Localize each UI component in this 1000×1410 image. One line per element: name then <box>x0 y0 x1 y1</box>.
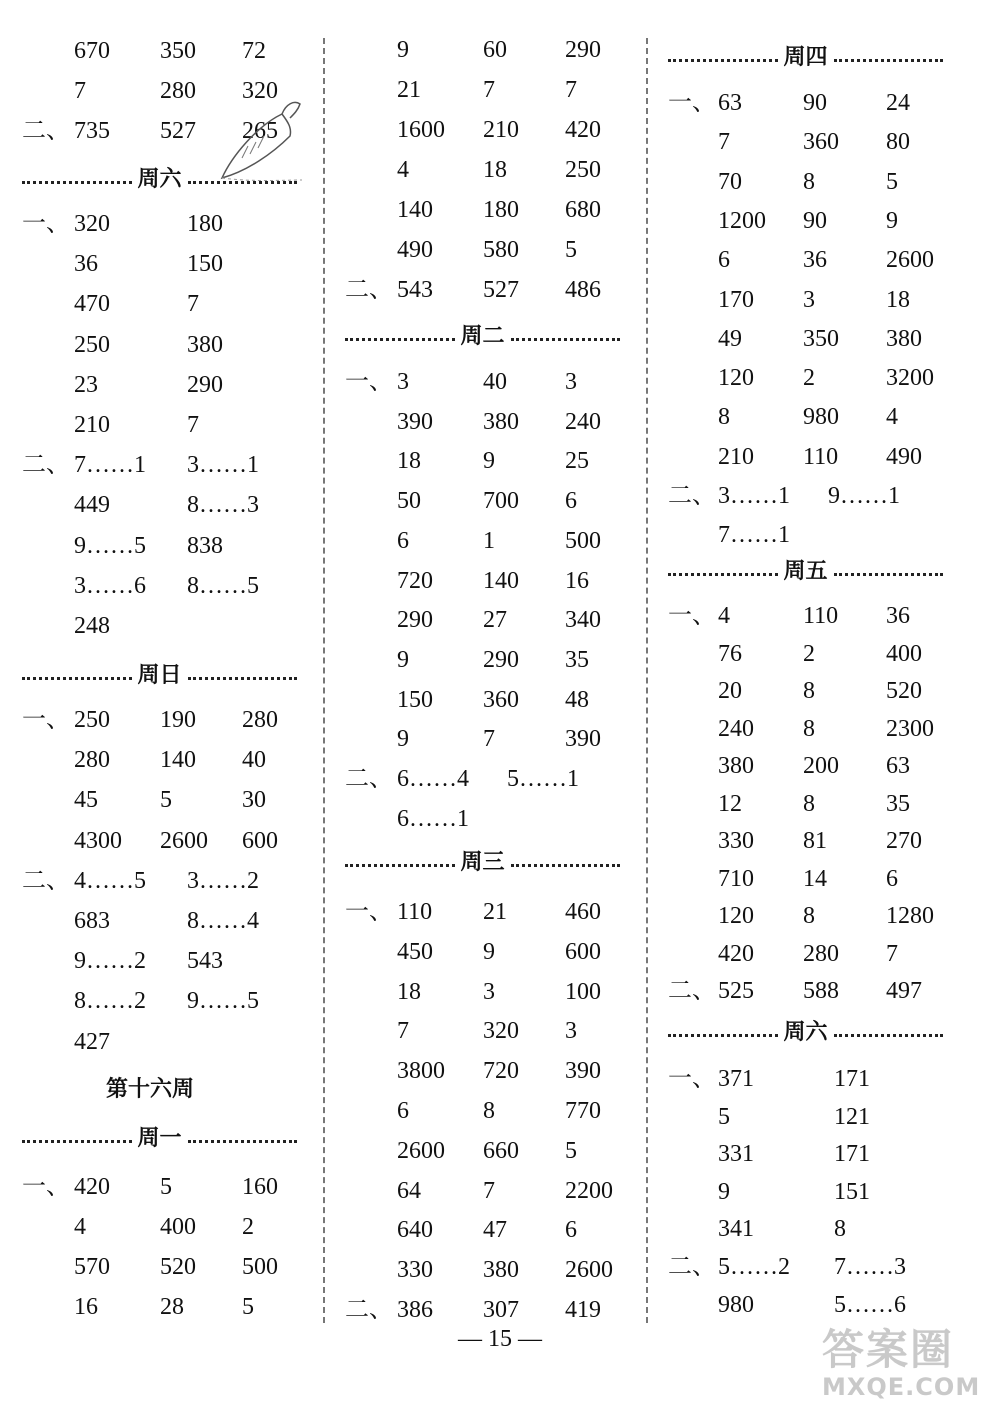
answer-value: 81 <box>803 828 827 854</box>
answer-value: 120 <box>718 903 754 929</box>
column-divider <box>646 38 648 1323</box>
answer-value: 250 <box>565 157 601 183</box>
answer-value: 330 <box>718 828 754 854</box>
answer-value: 8 <box>483 1098 495 1124</box>
answer-value: 21 <box>483 899 507 925</box>
answer-value: 400 <box>886 640 922 667</box>
answer-value: 18 <box>397 448 421 475</box>
answer-value: 700 <box>483 488 519 515</box>
answer-value: 76 <box>718 640 742 667</box>
answer-value: 7……1 <box>718 522 790 549</box>
answer-value: 63 <box>718 90 742 116</box>
answer-value: 527 <box>160 118 196 144</box>
day-section-header <box>668 557 978 587</box>
answer-value: 500 <box>565 527 601 554</box>
answer-value: 36 <box>74 251 98 278</box>
answer-value: 331 <box>718 1141 754 1168</box>
answer-value: 520 <box>160 1254 196 1280</box>
answer-value: 3 <box>483 978 495 1005</box>
answer-value: 3200 <box>886 365 934 392</box>
answer-value: 3……6 <box>74 572 146 599</box>
day-section-header <box>668 43 978 73</box>
answer-value: 47 <box>483 1217 507 1244</box>
answer-value: 520 <box>886 678 922 704</box>
answer-value: 48 <box>565 686 589 713</box>
answer-value: 210 <box>483 117 519 143</box>
answer-value: 290 <box>397 607 433 634</box>
answer-value: 40 <box>483 369 507 395</box>
answer-value: 280 <box>74 747 110 774</box>
answer-value: 7……3 <box>834 1254 906 1280</box>
question-label: 二、 <box>668 483 716 509</box>
answer-value: 3 <box>397 369 409 395</box>
question-label: 二、 <box>668 978 716 1004</box>
answer-value: 9 <box>397 37 409 63</box>
watermark-logo <box>822 1317 980 1401</box>
answer-value: 16 <box>74 1294 98 1320</box>
answer-value: 6 <box>565 488 577 515</box>
question-label: 一、 <box>345 369 393 395</box>
answer-value: 330 <box>397 1257 433 1284</box>
answer-value: 9……5 <box>187 988 259 1015</box>
answer-value: 720 <box>397 567 433 594</box>
answer-value: 250 <box>74 331 110 358</box>
answer-value: 180 <box>483 197 519 223</box>
answer-value: 307 <box>483 1297 519 1323</box>
question-label: 二、 <box>22 452 70 479</box>
answer-value: 7 <box>886 940 898 967</box>
answer-value: 600 <box>565 938 601 965</box>
answer-value: 3……1 <box>718 483 790 509</box>
answer-value: 6 <box>397 1098 409 1124</box>
answer-value: 8……3 <box>187 492 259 519</box>
answer-value: 248 <box>74 613 110 639</box>
answer-value: 497 <box>886 978 922 1004</box>
answer-value: 320 <box>483 1018 519 1045</box>
answer-value: 7 <box>397 1018 409 1045</box>
answer-value: 420 <box>565 117 601 143</box>
answer-value: 838 <box>187 532 223 559</box>
day-section-header <box>345 848 655 878</box>
answer-value: 270 <box>886 828 922 854</box>
question-label: 二、 <box>22 867 70 894</box>
watermark-text: 答案圈 <box>822 1325 955 1374</box>
question-label: 一、 <box>668 603 716 629</box>
answer-value: 140 <box>397 197 433 223</box>
answer-value: 4 <box>397 157 409 183</box>
answer-value: 390 <box>565 1058 601 1085</box>
answer-value: 35 <box>565 646 589 673</box>
answer-value: 9 <box>483 448 495 475</box>
answer-value: 280 <box>160 78 196 104</box>
answer-value: 390 <box>565 726 601 753</box>
answer-value: 150 <box>187 251 223 278</box>
answer-value: 5……2 <box>718 1254 790 1280</box>
answer-value: 45 <box>74 787 98 814</box>
answer-value: 2600 <box>886 247 934 274</box>
answer-value: 7 <box>483 1177 495 1204</box>
answer-value: 490 <box>886 443 922 470</box>
answer-value: 6……1 <box>397 805 469 832</box>
answer-value: 8 <box>834 1216 846 1243</box>
answer-value: 5 <box>565 1137 577 1164</box>
answer-value: 240 <box>565 408 601 435</box>
answer-value: 200 <box>803 753 839 779</box>
answer-value: 588 <box>803 978 839 1004</box>
answer-value: 670 <box>74 38 110 64</box>
question-label: 一、 <box>22 707 70 733</box>
day-title: 周一 <box>134 1126 184 1151</box>
answer-value: 28 <box>160 1294 184 1320</box>
answer-value: 24 <box>886 90 910 116</box>
answer-value: 8……5 <box>187 572 259 599</box>
answer-value: 25 <box>565 448 589 475</box>
answer-value: 380 <box>187 331 223 358</box>
answer-value: 36 <box>886 603 910 629</box>
answer-value: 380 <box>886 325 922 352</box>
answer-value: 7 <box>187 291 199 318</box>
answer-value: 18 <box>886 286 910 313</box>
answer-value: 980 <box>803 404 839 431</box>
answer-value: 500 <box>242 1254 278 1280</box>
answer-value: 4 <box>74 1214 86 1240</box>
answer-value: 320 <box>74 211 110 237</box>
answer-value: 5……1 <box>507 766 579 792</box>
answer-value: 1600 <box>397 117 445 143</box>
answer-value: 1280 <box>886 903 934 929</box>
answer-value: 140 <box>483 567 519 594</box>
answer-value: 140 <box>160 747 196 774</box>
answer-value: 3800 <box>397 1058 445 1085</box>
answer-value: 3……2 <box>187 867 259 894</box>
answer-value: 120 <box>718 365 754 392</box>
answer-value: 151 <box>834 1178 870 1205</box>
answer-value: 27 <box>483 607 507 634</box>
answer-value: 3……1 <box>187 452 259 479</box>
day-title: 周日 <box>134 663 184 688</box>
answer-value: 280 <box>242 707 278 733</box>
answer-value: 90 <box>803 207 827 234</box>
watermark-domain: MXQE.COM <box>822 1373 981 1401</box>
answer-value: 250 <box>74 707 110 733</box>
answer-value: 6……4 <box>397 766 469 792</box>
answer-value: 7 <box>187 412 199 438</box>
question-label: 一、 <box>22 211 70 237</box>
day-section-header <box>345 322 655 352</box>
answer-value: 8……2 <box>74 988 146 1015</box>
answer-value: 35 <box>886 790 910 817</box>
answer-value: 20 <box>718 678 742 704</box>
answer-value: 14 <box>803 865 827 892</box>
answer-value: 580 <box>483 237 519 263</box>
answer-value: 341 <box>718 1216 754 1243</box>
answer-value: 80 <box>886 129 910 156</box>
answer-value: 3 <box>565 369 577 395</box>
answer-value: 50 <box>397 488 421 515</box>
answer-value: 710 <box>718 865 754 892</box>
answer-value: 160 <box>242 1174 278 1200</box>
pencil-sketch-icon <box>212 96 307 186</box>
answer-value: 9……2 <box>74 948 146 975</box>
answer-value: 280 <box>803 940 839 967</box>
answer-value: 420 <box>74 1174 110 1200</box>
answer-value: 210 <box>74 412 110 438</box>
answer-value: 240 <box>718 715 754 742</box>
answer-value: 9 <box>483 938 495 965</box>
answer-value: 90 <box>803 90 827 116</box>
answer-value: 60 <box>483 37 507 63</box>
answer-value: 18 <box>397 978 421 1005</box>
answer-value: 683 <box>74 908 110 934</box>
answer-value: 2 <box>803 365 815 392</box>
column-divider <box>323 38 325 1323</box>
answer-value: 290 <box>483 646 519 673</box>
answer-value: 371 <box>718 1066 754 1092</box>
answer-value: 2200 <box>565 1177 613 1204</box>
answer-value: 110 <box>397 899 433 925</box>
day-section-header <box>22 1124 332 1154</box>
answer-value: 600 <box>242 827 278 854</box>
answer-value: 680 <box>565 197 601 223</box>
answer-value: 340 <box>565 607 601 634</box>
answer-value: 8 <box>803 678 815 704</box>
answer-value: 5 <box>160 1174 172 1200</box>
answer-value: 23 <box>74 371 98 398</box>
answer-value: 390 <box>397 408 433 435</box>
question-label: 一、 <box>668 1066 716 1092</box>
answer-value: 427 <box>74 1028 110 1055</box>
answer-value: 543 <box>397 277 433 303</box>
answer-value: 5 <box>160 787 172 814</box>
answer-value: 449 <box>74 492 110 519</box>
answer-value: 7……1 <box>74 452 146 479</box>
day-title: 周五 <box>780 559 830 584</box>
answer-value: 6 <box>718 247 730 274</box>
answer-value: 420 <box>718 940 754 967</box>
question-label: 二、 <box>345 277 393 303</box>
day-section-header <box>668 1018 978 1048</box>
question-label: 二、 <box>345 766 393 792</box>
answer-value: 6 <box>397 527 409 554</box>
answer-value: 5 <box>718 1103 730 1130</box>
day-title: 周六 <box>134 167 184 192</box>
answer-value: 1200 <box>718 207 766 234</box>
answer-value: 8……4 <box>187 908 259 934</box>
answer-value: 486 <box>565 277 601 303</box>
answer-value: 7 <box>565 77 577 103</box>
answer-value: 18 <box>483 157 507 183</box>
page-number: — 15 — <box>458 1326 542 1352</box>
answer-value: 2600 <box>397 1137 445 1164</box>
answer-value: 350 <box>160 38 196 64</box>
answer-value: 8 <box>803 715 815 742</box>
answer-value: 640 <box>397 1217 433 1244</box>
answer-value: 490 <box>397 237 433 263</box>
day-title: 周二 <box>457 324 507 349</box>
answer-value: 470 <box>74 291 110 318</box>
answer-value: 9……1 <box>828 483 900 509</box>
answer-value: 660 <box>483 1137 519 1164</box>
answer-value: 63 <box>886 753 910 779</box>
question-label: 二、 <box>22 118 70 144</box>
answer-value: 8 <box>718 404 730 431</box>
answer-value: 121 <box>834 1103 870 1130</box>
answer-value: 110 <box>803 443 839 470</box>
answer-value: 386 <box>397 1297 433 1323</box>
answer-value: 770 <box>565 1098 601 1124</box>
answer-value: 8 <box>803 168 815 195</box>
answer-value: 72 <box>242 38 266 64</box>
answer-value: 4……5 <box>74 867 146 894</box>
answer-value: 6 <box>886 865 898 892</box>
answer-value: 7 <box>74 78 86 104</box>
day-section-header <box>22 661 332 691</box>
answer-value: 720 <box>483 1058 519 1085</box>
answer-value: 265 <box>242 118 278 144</box>
answer-value: 8 <box>803 903 815 929</box>
answer-value: 380 <box>483 1257 519 1284</box>
answer-value: 210 <box>718 443 754 470</box>
answer-value: 9 <box>397 646 409 673</box>
answer-value: 320 <box>242 78 278 104</box>
answer-value: 460 <box>565 899 601 925</box>
answer-value: 49 <box>718 325 742 352</box>
answer-value: 350 <box>803 325 839 352</box>
answer-value: 380 <box>483 408 519 435</box>
answer-value: 5……6 <box>834 1291 906 1318</box>
answer-value: 4300 <box>74 827 122 854</box>
answer-value: 450 <box>397 938 433 965</box>
answer-value: 190 <box>160 707 196 733</box>
answer-value: 360 <box>483 686 519 713</box>
answer-value: 9 <box>397 726 409 753</box>
answer-value: 100 <box>565 978 601 1005</box>
day-title: 周四 <box>780 45 830 70</box>
answer-value: 30 <box>242 787 266 814</box>
question-label: 一、 <box>22 1174 70 1200</box>
answer-value: 3 <box>565 1018 577 1045</box>
answer-value: 525 <box>718 978 754 1004</box>
question-label: 一、 <box>345 899 393 925</box>
answer-value: 570 <box>74 1254 110 1280</box>
answer-value: 290 <box>565 37 601 63</box>
answer-value: 9……5 <box>74 532 146 559</box>
answer-value: 171 <box>834 1066 870 1092</box>
answer-value: 380 <box>718 753 754 779</box>
answer-value: 7 <box>483 77 495 103</box>
answer-value: 110 <box>803 603 839 629</box>
answer-value: 2600 <box>565 1257 613 1284</box>
answer-value: 735 <box>74 118 110 144</box>
answer-value: 4 <box>886 404 898 431</box>
answer-value: 70 <box>718 168 742 195</box>
question-label: 二、 <box>345 1297 393 1323</box>
answer-value: 12 <box>718 790 742 817</box>
answer-value: 7 <box>718 129 730 156</box>
answer-value: 543 <box>187 948 223 975</box>
answer-value: 36 <box>803 247 827 274</box>
answer-value: 171 <box>834 1141 870 1168</box>
answer-value: 40 <box>242 747 266 774</box>
answer-value: 5 <box>886 168 898 195</box>
answer-value: 9 <box>886 207 898 234</box>
answer-value: 5 <box>242 1294 254 1320</box>
answer-value: 21 <box>397 77 421 103</box>
answer-value: 419 <box>565 1297 601 1323</box>
answer-value: 2600 <box>160 827 208 854</box>
answer-value: 150 <box>397 686 433 713</box>
answer-value: 527 <box>483 277 519 303</box>
answer-value: 2 <box>803 640 815 667</box>
question-label: 二、 <box>668 1254 716 1280</box>
answer-value: 2 <box>242 1214 254 1240</box>
answer-value: 180 <box>187 211 223 237</box>
answer-value: 64 <box>397 1177 421 1204</box>
answer-value: 980 <box>718 1291 754 1318</box>
answer-value: 8 <box>803 790 815 817</box>
answer-value: 360 <box>803 129 839 156</box>
answer-value: 290 <box>187 371 223 398</box>
answer-value: 16 <box>565 567 589 594</box>
answer-value: 6 <box>565 1217 577 1244</box>
answer-value: 9 <box>718 1178 730 1205</box>
answer-value: 7 <box>483 726 495 753</box>
answer-value: 400 <box>160 1214 196 1240</box>
answer-value: 4 <box>718 603 730 629</box>
answer-value: 5 <box>565 237 577 263</box>
answer-value: 1 <box>483 527 495 554</box>
answer-value: 2300 <box>886 715 934 742</box>
question-label: 一、 <box>668 90 716 116</box>
answer-value: 3 <box>803 286 815 313</box>
answer-value: 170 <box>718 286 754 313</box>
day-title: 周三 <box>457 850 507 875</box>
week-heading: 第十六周 <box>106 1077 195 1102</box>
day-title: 周六 <box>780 1020 830 1045</box>
